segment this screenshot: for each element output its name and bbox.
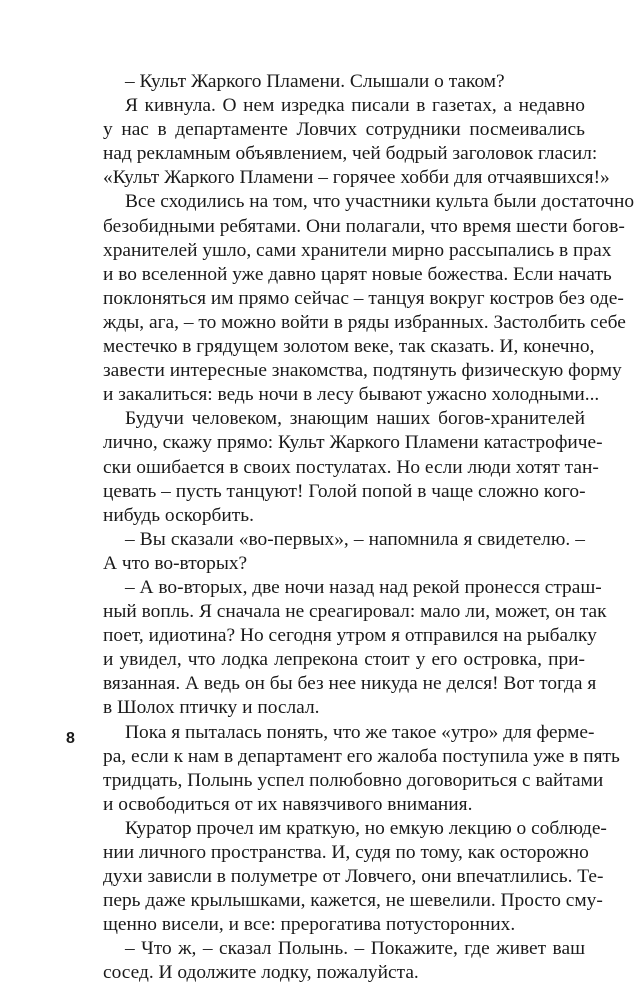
text-line: нии личного пространства. И, судя по тому, как осторожно: [103, 842, 589, 863]
text-line: и во вселенной уже давно царят новые божества. Если начать: [103, 263, 612, 285]
text-line: Все сходились на том, что участники культа были достаточно: [125, 191, 635, 213]
text-line: вязанная. А ведь он бы без нее никуда не делся! Вот тогда я: [103, 673, 597, 695]
text-line: тридцать, Полынь успел полюбовно договориться с вайтами: [103, 769, 604, 791]
paragraph: [103, 528, 585, 576]
text-line: безобидными ребятами. Они полагали, что время шести богов-: [103, 215, 625, 237]
text-line: нибудь оскорбить.: [103, 504, 254, 526]
text-line: духи зависли в полуметре от Ловчего, они впечатлились. Те-: [103, 866, 604, 888]
text-line: – Культ Жаркого Пламени. Слышали о таком?: [125, 71, 505, 92]
text-line: цевать – пусть танцуют! Голой попой в чаще сложно кого-: [103, 480, 586, 502]
text-line: перь даже крылышками, кажется, не шевелили. Просто сму-: [103, 890, 603, 912]
paragraph: [103, 407, 603, 527]
text-line: – Что ж, – сказал Полынь. – Покажите, где живет ваш: [125, 938, 585, 960]
page-number: 8: [66, 730, 75, 747]
text-line: поет, идиотина? Но сегодня утром я отправился на рыбалку: [103, 625, 597, 647]
text-line: – А во-вторых, две ночи назад над рекой пронесся страш-: [125, 576, 602, 598]
text-line: Пока я пыталась понять, что же такое «утро» для ферме-: [125, 721, 595, 743]
text-line: А что во-вторых?: [103, 552, 248, 574]
paragraph: [103, 817, 607, 937]
text-line: поклоняться им прямо сейчас – танцуя вокруг костров без оде-: [103, 287, 624, 309]
text-line: щенно висели, и все: прерогатива потусторонних.: [103, 914, 516, 936]
text-line: завести интересные знакомства, подтянуть физическую форму: [103, 360, 622, 382]
paragraph: [103, 70, 585, 94]
paragraph: [103, 94, 610, 190]
text-line: и освободиться от их навязчивого внимания.: [103, 793, 473, 815]
text-line: местечко в грядущем золотом веке, так сказать. И, конечно,: [103, 336, 595, 358]
text-line: сосед. И одолжите лодку, пожалуйста.: [103, 962, 419, 984]
text-line: жды, ага, – то можно войти в ряды избранных. Застолбить себе: [103, 311, 626, 333]
text-line: и увидел, что лодка лепрекона стоит у его островка, при-: [103, 649, 585, 671]
text-line: и закалиться: ведь ночи в лесу бывают ужасно холодными...: [103, 384, 600, 406]
paragraph: [103, 576, 607, 721]
body-text: [103, 70, 635, 986]
text-line: ный вопль. Я сначала не среагировал: мало ли, может, он так: [103, 601, 607, 623]
text-line: хранителей ушло, сами хранители мирно рассыпались в прах: [103, 239, 612, 261]
text-line: Я кивнула. О нем изредка писали в газетах, а недавно: [125, 95, 585, 117]
paragraph: [103, 937, 585, 985]
paragraph: [103, 721, 620, 817]
text-line: ски ошибается в своих постулатах. Но если люди хотят тан-: [103, 456, 599, 478]
paragraph: [103, 190, 635, 407]
text-line: в Шолох птичку и послал.: [103, 697, 320, 719]
text-line: над рекламным объявлением, чей бодрый заголовок гласил:: [103, 143, 598, 165]
text-line: Куратор прочел им краткую, но емкую лекцию о соблюде-: [125, 817, 607, 839]
text-line: – Вы сказали «во-первых», – напомнила я свидетелю. –: [125, 528, 585, 550]
text-line: Будучи человеком, знающим наших богов-хранителей: [125, 408, 585, 430]
text-line: «Культ Жаркого Пламени – горячее хобби для отчаявшихся!»: [103, 167, 610, 189]
text-line: лично, скажу прямо: Культ Жаркого Пламени катастрофиче-: [103, 432, 603, 454]
text-line: у нас в департаменте Ловчих сотрудники посмеивались: [103, 119, 585, 141]
text-line: ра, если к нам в департамент его жалоба поступила уже в пять: [103, 745, 620, 767]
